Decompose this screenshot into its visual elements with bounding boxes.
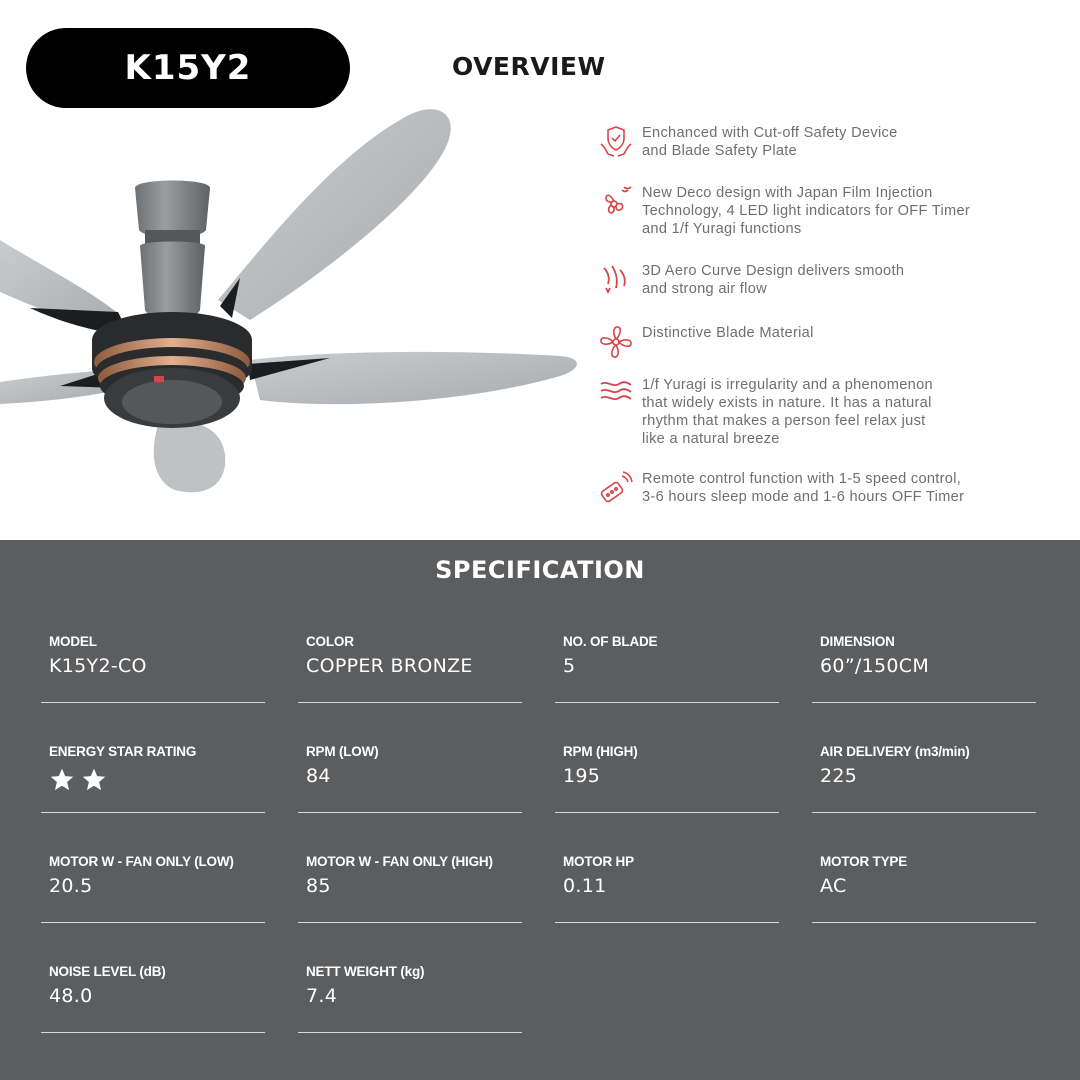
spec-cell-energy-rating bbox=[41, 704, 265, 814]
spec-label: AIR DELIVERY (m3/min) bbox=[820, 744, 970, 759]
spec-divider bbox=[555, 922, 779, 923]
spec-divider bbox=[41, 1032, 265, 1033]
spec-value: 195 bbox=[563, 765, 601, 787]
spec-cell-rpm-high bbox=[555, 704, 779, 814]
feature-text-line: 3-6 hours sleep mode and 1-6 hours OFF Timer bbox=[642, 489, 965, 505]
feature-text-line: and 1/f Yuragi functions bbox=[642, 221, 802, 237]
spec-cell-noise-level bbox=[41, 924, 265, 1034]
blade-icon bbox=[598, 324, 634, 360]
spec-divider bbox=[41, 702, 265, 703]
spec-value: 225 bbox=[820, 765, 858, 787]
spec-label: DIMENSION bbox=[820, 634, 895, 649]
spec-divider bbox=[298, 1032, 522, 1033]
spec-value: 0.11 bbox=[563, 875, 607, 897]
spec-cell-model bbox=[41, 594, 265, 704]
spec-value: AC bbox=[820, 875, 847, 897]
feature-text-line: 1/f Yuragi is irregularity and a phenomenon bbox=[642, 377, 933, 393]
star-icon bbox=[81, 767, 107, 793]
spec-value: COPPER BRONZE bbox=[306, 655, 473, 677]
feature-text-line: New Deco design with Japan Film Injection bbox=[642, 185, 933, 201]
spec-divider bbox=[298, 922, 522, 923]
spec-value: 60”/150CM bbox=[820, 655, 930, 677]
deco-fan-icon bbox=[598, 184, 634, 220]
spec-label: MOTOR W - FAN ONLY (LOW) bbox=[49, 854, 234, 869]
spec-divider bbox=[298, 702, 522, 703]
spec-value: 48.0 bbox=[49, 985, 93, 1007]
spec-cell-motor-w-low bbox=[41, 814, 265, 924]
spec-cell-dimension bbox=[812, 594, 1036, 704]
ceiling-fan-image bbox=[0, 100, 590, 500]
spec-label: MOTOR TYPE bbox=[820, 854, 908, 869]
feature-text-line: Enchanced with Cut-off Safety Device bbox=[642, 125, 898, 141]
feature-item bbox=[598, 184, 1068, 238]
spec-value: 85 bbox=[306, 875, 331, 897]
spec-divider bbox=[812, 922, 1036, 923]
specification-title: SPECIFICATION bbox=[435, 556, 645, 584]
feature-text-line: 3D Aero Curve Design delivers smooth bbox=[642, 263, 905, 279]
feature-text-line: Technology, 4 LED light indicators for OFF Timer bbox=[642, 203, 971, 219]
feature-text-line: and Blade Safety Plate bbox=[642, 143, 798, 159]
spec-label: NOISE LEVEL (dB) bbox=[49, 964, 166, 979]
model-badge bbox=[26, 28, 350, 108]
feature-item bbox=[598, 470, 1068, 506]
spec-label: ENERGY STAR RATING bbox=[49, 744, 197, 759]
remote-control-icon bbox=[598, 470, 634, 506]
spec-label: RPM (LOW) bbox=[306, 744, 379, 759]
spec-divider bbox=[555, 812, 779, 813]
spec-value: 7.4 bbox=[306, 985, 338, 1007]
spec-label: NO. OF BLADE bbox=[563, 634, 658, 649]
spec-divider bbox=[298, 812, 522, 813]
energy-star-rating bbox=[49, 767, 107, 793]
feature-text-line: like a natural breeze bbox=[642, 431, 780, 447]
star-icon bbox=[49, 767, 75, 793]
spec-label: MOTOR W - FAN ONLY (HIGH) bbox=[306, 854, 493, 869]
spec-value: 5 bbox=[563, 655, 576, 677]
spec-label: COLOR bbox=[306, 634, 354, 649]
feature-text-line: that widely exists in nature. It has a natural bbox=[642, 395, 932, 411]
aero-curve-icon bbox=[598, 262, 634, 298]
spec-divider bbox=[812, 702, 1036, 703]
safety-hands-icon bbox=[598, 124, 634, 160]
feature-text-line: Distinctive Blade Material bbox=[642, 325, 814, 341]
spec-value: 84 bbox=[306, 765, 331, 787]
spec-label: MOTOR HP bbox=[563, 854, 634, 869]
spec-label: NETT WEIGHT (kg) bbox=[306, 964, 425, 979]
feature-item bbox=[598, 376, 1068, 448]
feature-text-line: Remote control function with 1-5 speed control, bbox=[642, 471, 962, 487]
feature-item bbox=[598, 124, 1068, 160]
feature-text-line: and strong air flow bbox=[642, 281, 767, 297]
spec-divider bbox=[555, 702, 779, 703]
spec-cell-blades bbox=[555, 594, 779, 704]
spec-divider bbox=[41, 812, 265, 813]
model-badge-label: K15Y2 bbox=[124, 48, 252, 88]
spec-cell-motor-hp bbox=[555, 814, 779, 924]
feature-text-line: rhythm that makes a person feel relax just bbox=[642, 413, 926, 429]
spec-value: K15Y2-CO bbox=[49, 655, 147, 677]
feature-item bbox=[598, 324, 1068, 360]
spec-cell-color bbox=[298, 594, 522, 704]
spec-label: MODEL bbox=[49, 634, 97, 649]
spec-cell-motor-type bbox=[812, 814, 1036, 924]
overview-title: OVERVIEW bbox=[452, 52, 606, 81]
spec-cell-motor-w-high bbox=[298, 814, 522, 924]
spec-label: RPM (HIGH) bbox=[563, 744, 638, 759]
spec-cell-air-delivery bbox=[812, 704, 1036, 814]
spec-cell-rpm-low bbox=[298, 704, 522, 814]
breeze-waves-icon bbox=[598, 376, 634, 412]
specification-section bbox=[0, 540, 1080, 1080]
feature-item bbox=[598, 262, 1068, 298]
spec-cell-nett-weight bbox=[298, 924, 522, 1034]
spec-divider bbox=[812, 812, 1036, 813]
spec-value: 20.5 bbox=[49, 875, 93, 897]
spec-divider bbox=[41, 922, 265, 923]
